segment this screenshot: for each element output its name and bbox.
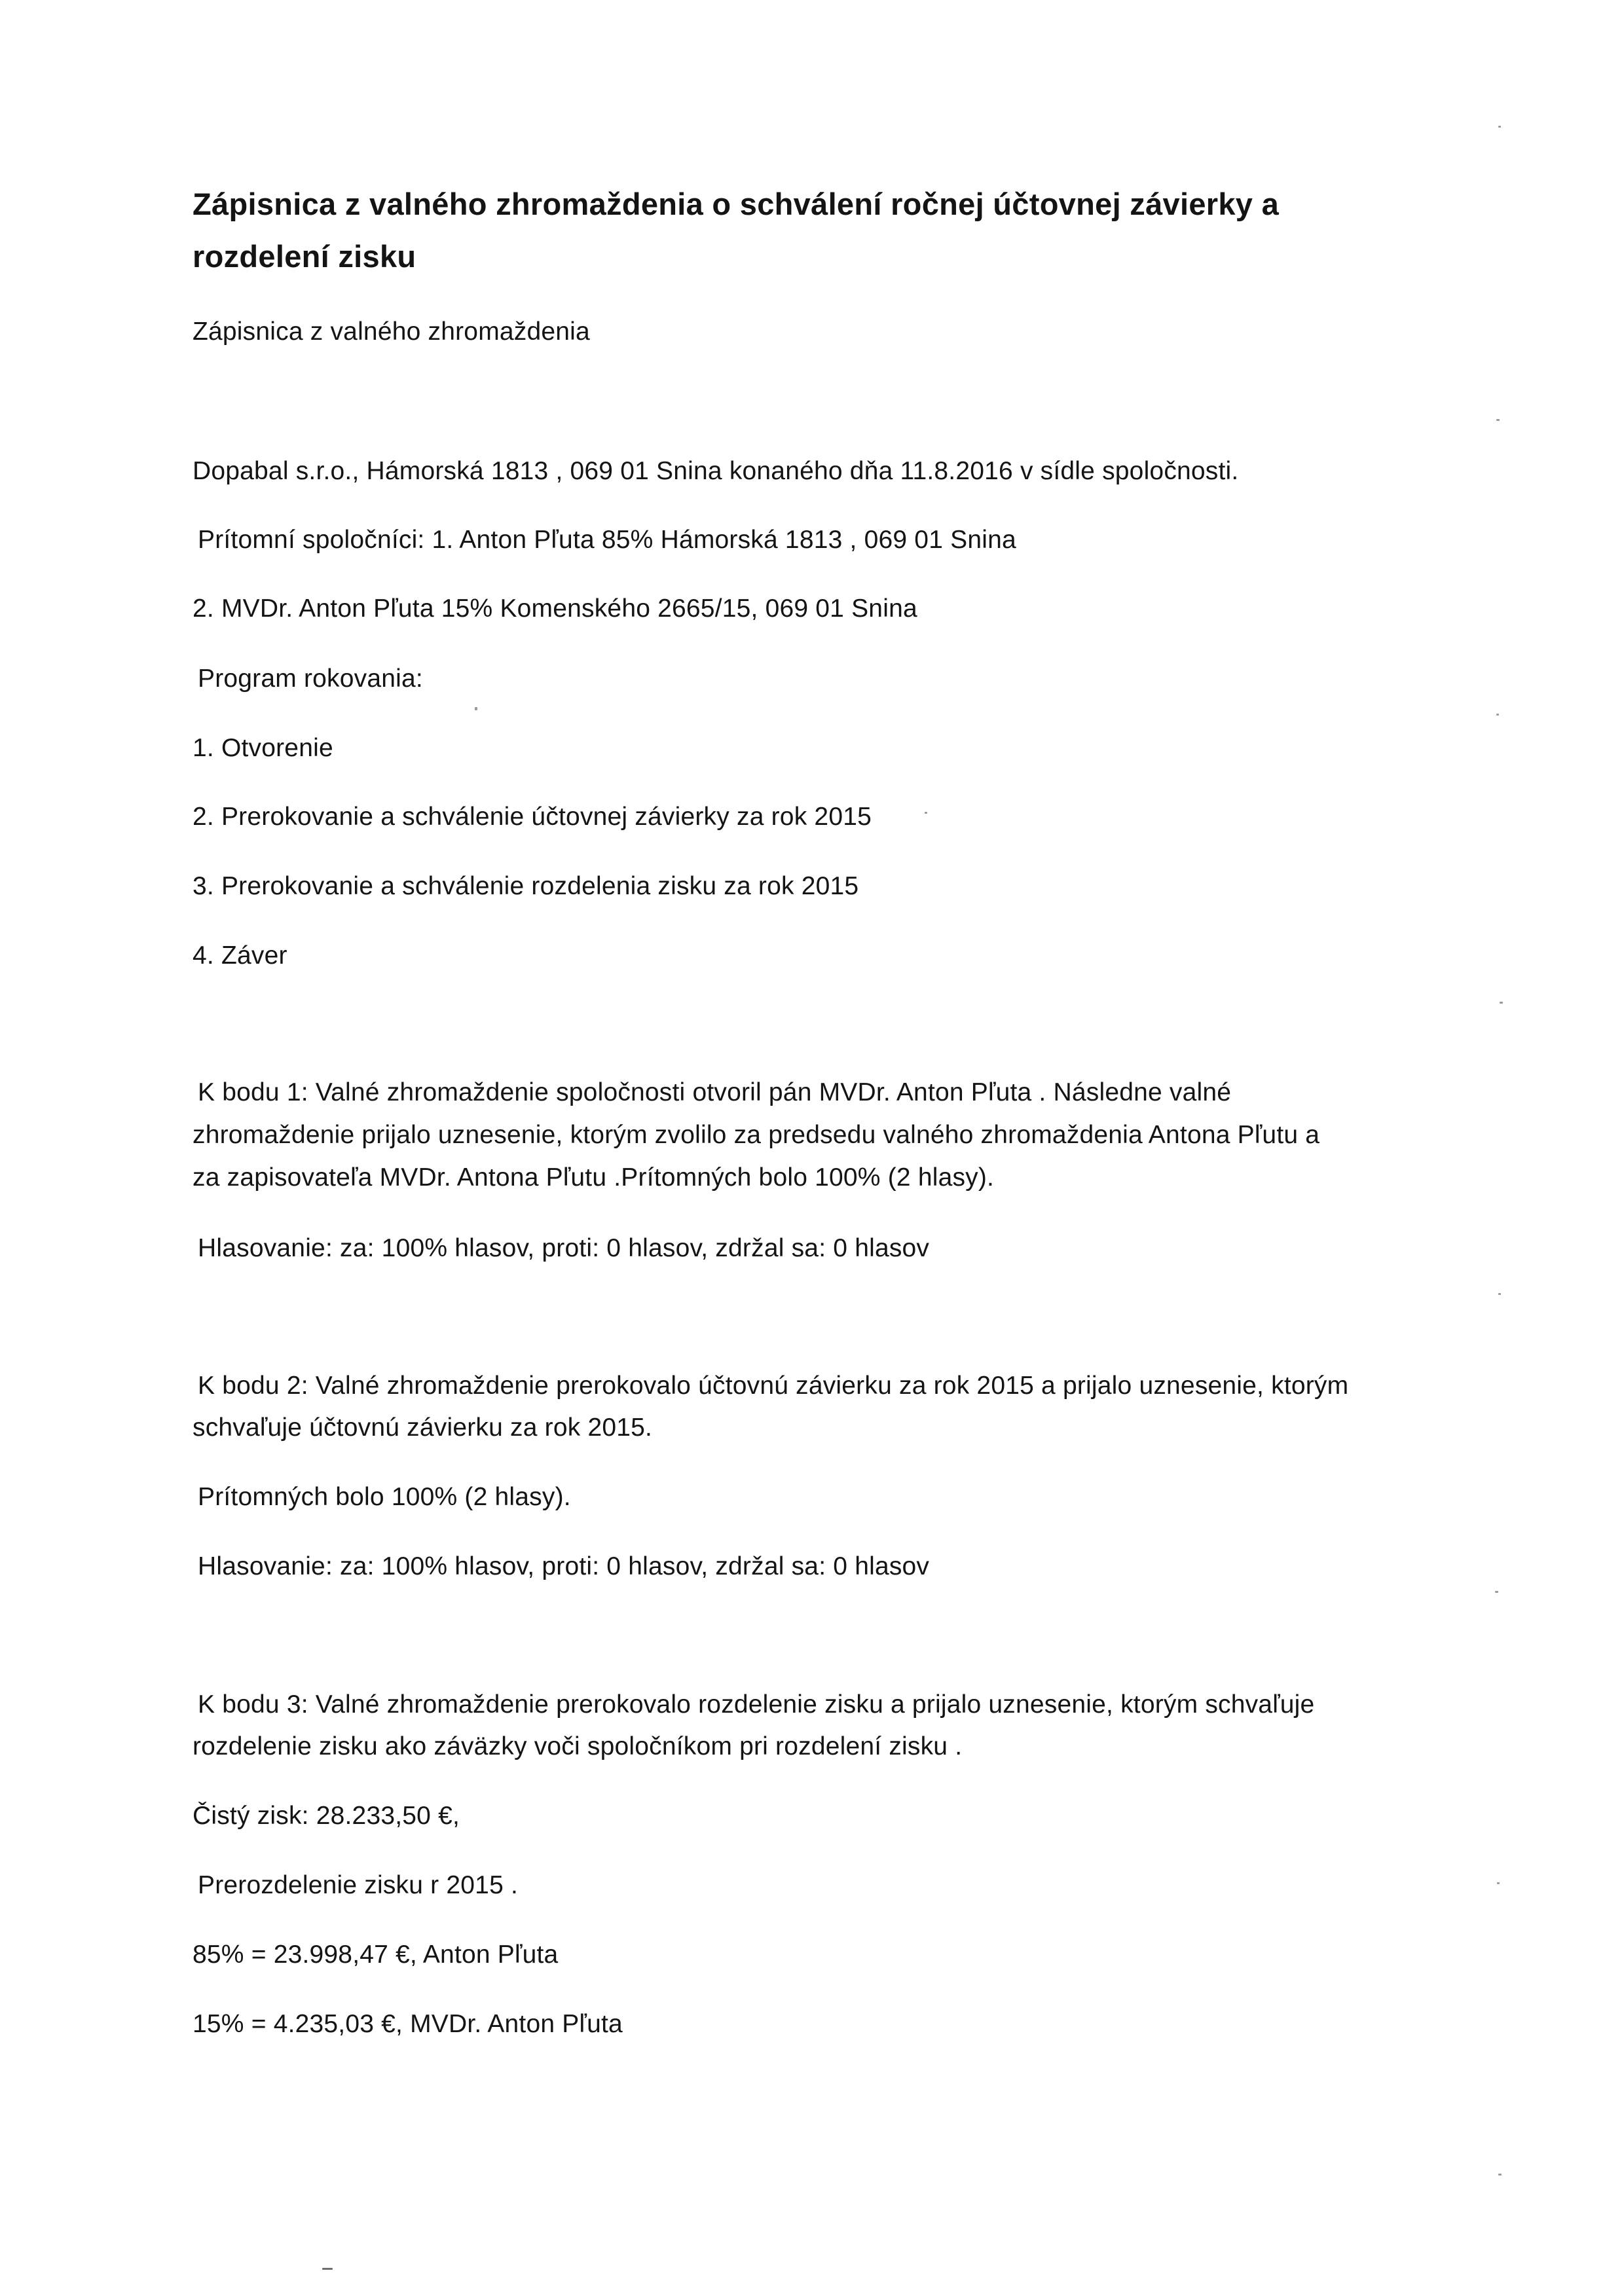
document-subtitle: Zápisnica z valného zhromaždenia bbox=[193, 318, 590, 346]
point-2-line-1: K bodu 2: Valné zhromaždenie prerokovalo účtovnú závierku za rok 2015 a prijalo uznesenie, ktorým bbox=[198, 1372, 1349, 1400]
point-1-line-1: K bodu 1: Valné zhromaždenie spoločnosti otvoril pán MVDr. Anton Pľuta . Následne valné bbox=[198, 1078, 1232, 1106]
meeting-info: Dopabal s.r.o., Hámorská 1813 , 069 01 Snina konaného dňa 11.8.2016 v sídle spoločnosti. bbox=[193, 457, 1239, 485]
scan-speck bbox=[1498, 2174, 1502, 2176]
partners-line-1: Prítomní spoločníci: 1. Anton Pľuta 85% Hámorská 1813 , 069 01 Snina bbox=[198, 526, 1016, 554]
net-profit: Čistý zisk: 28.233,50 €, bbox=[193, 1802, 460, 1830]
point-2-vote: Hlasovanie: za: 100% hlasov, proti: 0 hlasov, zdržal sa: 0 hlasov bbox=[198, 1552, 930, 1580]
point-2-present: Prítomných bolo 100% (2 hlasy). bbox=[198, 1483, 571, 1511]
scan-speck bbox=[1497, 1882, 1500, 1884]
program-item-1: 1. Otvorenie bbox=[193, 734, 333, 762]
program-item-2: 2. Prerokovanie a schválenie účtovnej závierky za rok 2015 bbox=[193, 803, 872, 831]
point-3-line-2: rozdelenie zisku ako záväzky voči spoločníkom pri rozdelení zisku . bbox=[193, 1732, 963, 1760]
scan-speck bbox=[1496, 714, 1499, 716]
scan-speck bbox=[925, 812, 927, 814]
program-item-3: 3. Prerokovanie a schválenie rozdelenia zisku za rok 2015 bbox=[193, 872, 859, 900]
share-1: 85% = 23.998,47 €, Anton Pľuta bbox=[193, 1941, 559, 1969]
scan-speck bbox=[475, 707, 477, 710]
point-1-vote: Hlasovanie: za: 100% hlasov, proti: 0 hlasov, zdržal sa: 0 hlasov bbox=[198, 1234, 930, 1262]
point-1-line-3: za zapisovateľa MVDr. Antona Pľutu .Prítomných bolo 100% (2 hlasy). bbox=[193, 1163, 995, 1192]
scan-speck bbox=[1496, 419, 1500, 421]
program-item-4: 4. Záver bbox=[193, 941, 287, 970]
scan-speck bbox=[1500, 1002, 1503, 1004]
scan-speck bbox=[1495, 1591, 1498, 1593]
partners-line-2: 2. MVDr. Anton Pľuta 15% Komenského 2665/15, 069 01 Snina bbox=[193, 594, 917, 623]
point-2-line-2: schvaľuje účtovnú závierku za rok 2015. bbox=[193, 1413, 653, 1442]
share-2: 15% = 4.235,03 €, MVDr. Anton Pľuta bbox=[193, 2010, 623, 2038]
scan-speck bbox=[1498, 126, 1501, 128]
scan-speck bbox=[1498, 1293, 1501, 1295]
distribution-heading: Prerozdelenie zisku r 2015 . bbox=[198, 1871, 519, 1899]
document-title-line-2: rozdelení zisku bbox=[193, 239, 416, 274]
scan-speck bbox=[322, 2268, 333, 2270]
point-1-line-2: zhromaždenie prijalo uznesenie, ktorým zvolilo za predsedu valného zhromaždenia Antona Pľutu a bbox=[193, 1121, 1320, 1149]
point-3-line-1: K bodu 3: Valné zhromaždenie prerokovalo rozdelenie zisku a prijalo uznesenie, ktorým schvaľuje bbox=[198, 1690, 1315, 1719]
document-title-line-1: Zápisnica z valného zhromaždenia o schválení ročnej účtovnej závierky a bbox=[193, 187, 1280, 221]
program-heading: Program rokovania: bbox=[198, 665, 423, 693]
